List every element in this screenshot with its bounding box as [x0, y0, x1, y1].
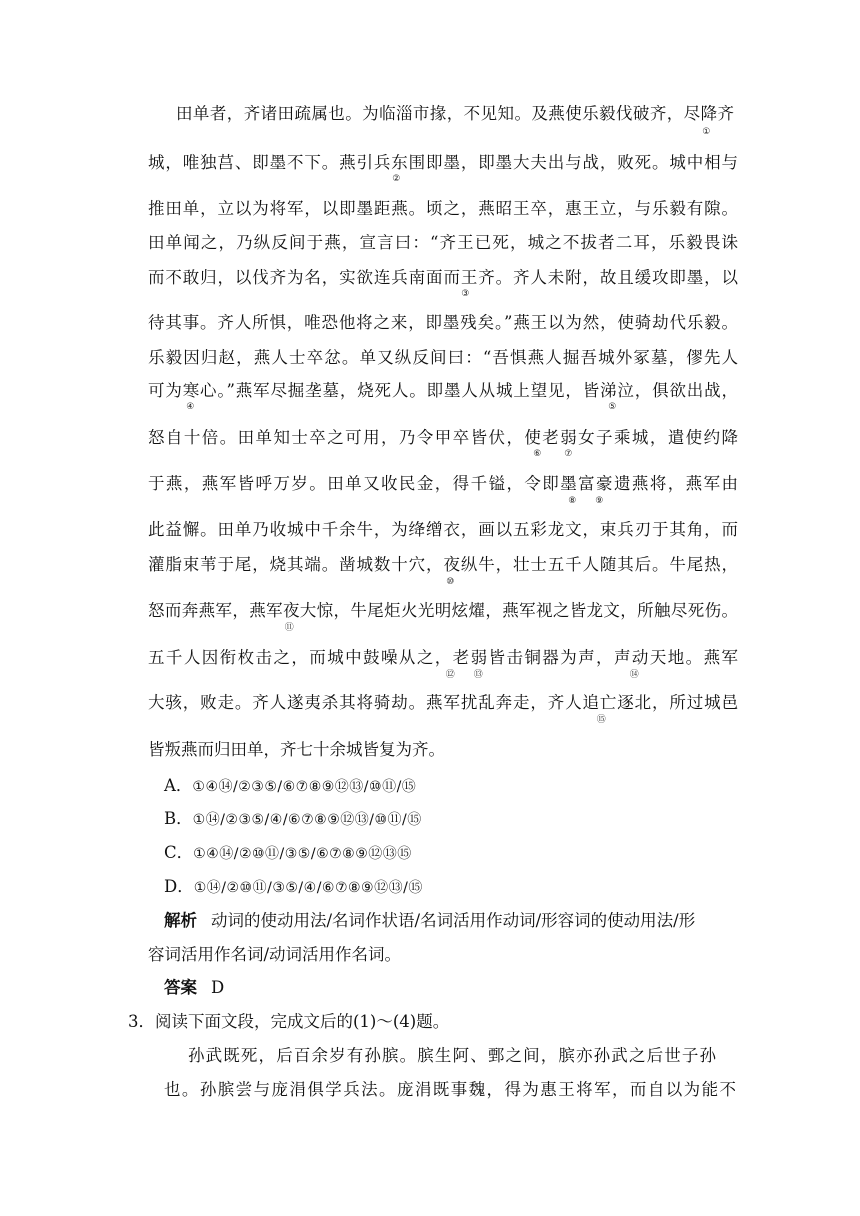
marker-3: ③ [461, 289, 469, 299]
passage-line-8: 可为寒心。”燕军尽掘垄墓，烧死人。即墨人从城上望见，皆涕泣，俱欲出战， [148, 381, 738, 400]
marker-row-9 [148, 449, 738, 461]
marker-row-12 [148, 577, 738, 589]
question-3-line-1: 孙武既死，后百余岁有孙膑。膑生阿、鄄之间，膑亦孙武之后世子孙 [188, 1046, 716, 1065]
option-text: ①⑭/②⑩⑪/③⑤/④/⑥⑦⑧⑨⑫⑬/⑮ [193, 880, 423, 896]
answer-label: 答案 [164, 978, 197, 997]
option-b [164, 809, 422, 830]
passage-line-7: 乐毅因归赵，燕人士卒忿。单又纵反间曰：“吾惧燕人掘吾城外冢墓，僇先人 [148, 348, 738, 367]
marker-row-13 [148, 623, 738, 635]
passage-line-3: 推田单，立以为将军，以即墨距燕。顷之，燕昭王卒，惠王立，与乐毅有隙。 [148, 199, 738, 218]
marker-14: ⑭ [629, 670, 639, 680]
marker-9: ⑨ [595, 496, 603, 506]
passage-line-1: 田单者，齐诸田疏属也。为临淄市掾，不见知。及燕使乐毅伐破齐，尽降齐 [176, 104, 734, 123]
passage-line-12: 灌脂束苇于尾，烧其端。凿城数十穴，夜纵牛，壮士五千人随其后。牛尾热， [148, 555, 738, 574]
option-c [164, 843, 412, 864]
option-letter: A． [164, 776, 193, 795]
analysis-line-1 [164, 911, 732, 931]
marker-13: ⑬ [473, 670, 483, 680]
marker-row-14 [148, 670, 738, 682]
option-a [164, 776, 416, 797]
marker-row-1 [176, 127, 734, 139]
analysis-text-1: 动词的使动用法/名词作状语/名词活用作动词/形容词的使动用法/形 [211, 911, 696, 930]
option-d [164, 877, 423, 898]
marker-10: ⑩ [446, 577, 454, 587]
marker-6: ⑥ [533, 449, 541, 459]
marker-5: ⑤ [608, 402, 616, 412]
marker-row-8 [148, 402, 738, 414]
answer-line [164, 978, 224, 998]
passage-line-11: 此益懈。田单乃收城中千余牛，为绛缯衣，画以五彩龙文，束兵刃于其角，而 [148, 520, 738, 539]
marker-1: ① [702, 127, 710, 137]
marker-row-5 [148, 289, 738, 301]
marker-15: ⑮ [596, 715, 606, 725]
passage-line-6: 待其事。齐人所惧，唯恐他将之来，即墨残矣。”燕王以为然，使骑劫代乐毅。 [148, 313, 738, 332]
marker-12: ⑫ [445, 670, 455, 680]
passage-line-5: 而不敢归，以伐齐为名，实欲连兵南面而王齐。齐人未附，故且缓攻即墨，以 [148, 268, 738, 287]
marker-row-10 [148, 496, 738, 508]
marker-row-2 [148, 174, 738, 186]
option-letter: D． [164, 877, 194, 896]
option-letter: C． [164, 843, 194, 862]
passage-line-13: 怒而奔燕军，燕军夜大惊，牛尾炬火光明炫燿，燕军视之皆龙文，所触尽死伤。 [148, 601, 738, 620]
marker-row-15 [148, 715, 738, 727]
answer-value: D [211, 978, 225, 997]
marker-7: ⑦ [564, 449, 572, 459]
marker-11: ⑪ [284, 623, 294, 633]
analysis-line-2: 容词活用作名词/动词活用作名词。 [148, 945, 402, 964]
analysis-label: 解析 [164, 911, 197, 930]
option-text: ①④⑭/②⑩⑪/③⑤/⑥⑦⑧⑨⑫⑬⑮ [193, 846, 412, 862]
question-3-stem: 3．阅读下面文段，完成文后的(1)～(4)题。 [128, 1012, 450, 1031]
passage-line-9: 怒自十倍。田单知士卒之可用，乃令甲卒皆伏，使老弱女子乘城，遣使约降 [148, 428, 738, 447]
option-letter: B． [164, 809, 193, 828]
passage-line-10: 于燕，燕军皆呼万岁。田单又收民金，得千镒，令即墨富豪遗燕将，燕军由 [148, 474, 738, 493]
passage-line-16: 皆叛燕而归田单，齐七十余城皆复为齐。 [148, 740, 445, 759]
passage-line-14: 五千人因衔枚击之，而城中鼓噪从之，老弱皆击铜器为声，声动天地。燕军 [148, 648, 738, 667]
passage-line-4: 田单闻之，乃纵反间于燕，宣言曰：“齐王已死，城之不拔者二耳，乐毅畏诛 [148, 233, 738, 252]
option-text: ①④⑭/②③⑤/⑥⑦⑧⑨⑫⑬/⑩⑪/⑮ [192, 779, 417, 795]
passage-line-15: 大骇，败走。齐人遂夷杀其将骑劫。燕军扰乱奔走，齐人追亡逐北，所过城邑 [148, 693, 738, 712]
marker-8: ⑧ [568, 496, 576, 506]
marker-2: ② [392, 174, 400, 184]
passage-line-2: 城，唯独莒、即墨不下。燕引兵东围即墨，即墨大夫出与战，败死。城中相与 [148, 153, 738, 172]
option-text: ①⑭/②③⑤/④/⑥⑦⑧⑨⑫⑬/⑩⑪/⑮ [192, 812, 422, 828]
marker-4: ④ [186, 402, 194, 412]
question-3-line-2: 也。孙膑尝与庞涓俱学兵法。庞涓既事魏，得为惠王将军，而自以为能不 [164, 1080, 736, 1099]
